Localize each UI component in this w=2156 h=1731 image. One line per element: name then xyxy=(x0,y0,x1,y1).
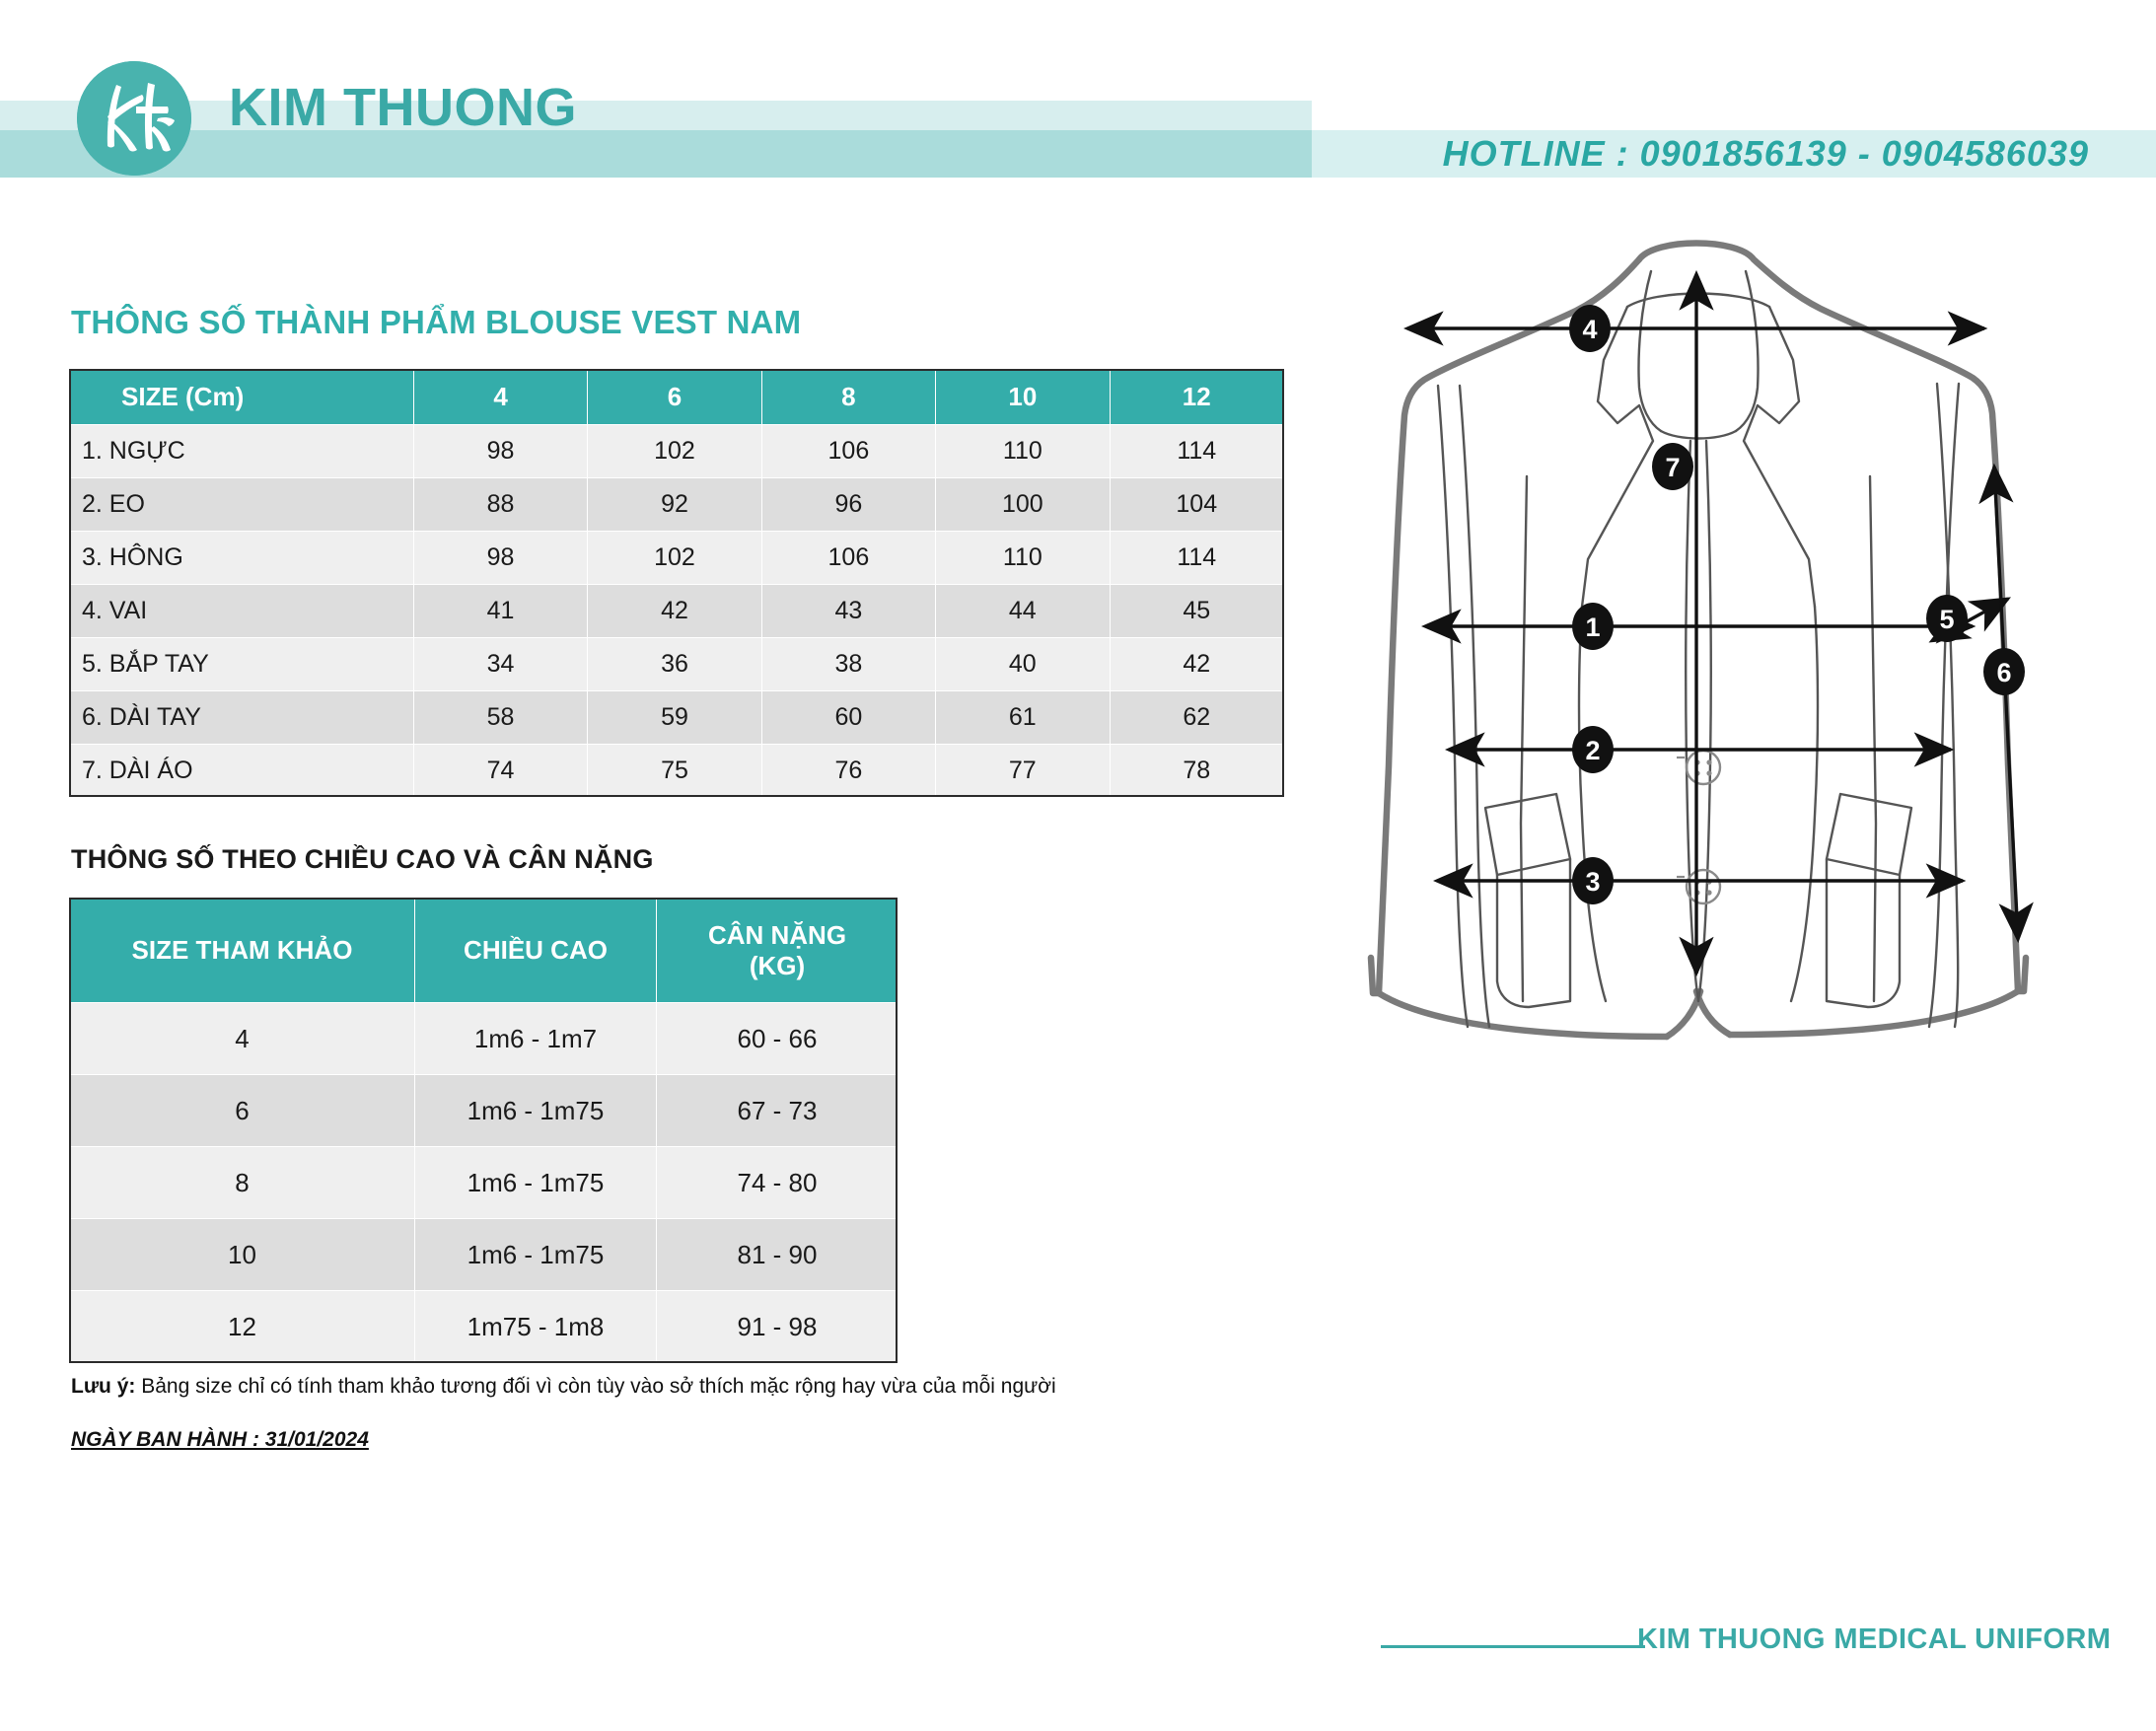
row-label: 1. NGỰC xyxy=(70,425,414,478)
cell-value: 96 xyxy=(761,478,935,532)
cell-value: 45 xyxy=(1110,585,1283,638)
arrow-6-sleeve-length xyxy=(1994,467,2018,938)
col-head-12: 12 xyxy=(1110,370,1283,425)
cell-height: 1m6 - 1m75 xyxy=(415,1075,657,1147)
row-label: 3. HÔNG xyxy=(70,532,414,585)
col-head-4: 4 xyxy=(413,370,587,425)
cell-value: 114 xyxy=(1110,425,1283,478)
button-icon xyxy=(1677,870,1720,903)
cell-weight: 81 - 90 xyxy=(657,1219,898,1291)
col-head-8: 8 xyxy=(761,370,935,425)
table-row xyxy=(70,478,1284,532)
callout-4-label: 4 xyxy=(1582,315,1598,344)
hotline-text: HOTLINE : 0901856139 - 0904586039 xyxy=(1442,133,2089,174)
issue-date: NGÀY BAN HÀNH : 31/01/2024 xyxy=(71,1428,369,1451)
cell-size: 12 xyxy=(70,1291,415,1363)
col-head-height: CHIỀU CAO xyxy=(415,899,657,1003)
cell-weight: 67 - 73 xyxy=(657,1075,898,1147)
cell-value: 38 xyxy=(761,638,935,691)
table-row xyxy=(70,1075,898,1147)
col-head-size: SIZE (Cm) xyxy=(70,370,414,425)
table-row xyxy=(70,1219,898,1291)
table-row xyxy=(70,1147,898,1219)
header-band-mid xyxy=(0,130,1312,178)
cell-height: 1m6 - 1m75 xyxy=(415,1219,657,1291)
cell-value: 58 xyxy=(413,691,587,745)
cell-size: 6 xyxy=(70,1075,415,1147)
table-row xyxy=(70,1003,898,1075)
cell-value: 114 xyxy=(1110,532,1283,585)
table-header-row xyxy=(70,370,1284,425)
cell-weight: 74 - 80 xyxy=(657,1147,898,1219)
callout-2-label: 2 xyxy=(1585,736,1601,765)
reference-table-title: THÔNG SỐ THEO CHIỀU CAO VÀ CÂN NẶNG xyxy=(71,844,654,874)
cell-size: 8 xyxy=(70,1147,415,1219)
cell-value: 77 xyxy=(936,745,1110,798)
cell-value: 104 xyxy=(1110,478,1283,532)
brand-name: KIM THUONG xyxy=(229,78,577,137)
table-row xyxy=(70,1291,898,1363)
cell-value: 78 xyxy=(1110,745,1283,798)
col-head-6: 6 xyxy=(588,370,761,425)
cell-value: 42 xyxy=(1110,638,1283,691)
cell-value: 110 xyxy=(936,532,1110,585)
footer-brand-text: KIM THUONG MEDICAL UNIFORM xyxy=(1637,1623,2112,1655)
table-row xyxy=(70,638,1284,691)
callout-1-label: 1 xyxy=(1585,613,1601,642)
cell-value: 60 xyxy=(761,691,935,745)
cell-value: 110 xyxy=(936,425,1110,478)
callout-5-label: 5 xyxy=(1939,605,1955,634)
col-head-weight-line1: CÂN NẶNG xyxy=(707,919,847,950)
footer-divider xyxy=(1381,1645,1645,1648)
row-label: 5. BẮP TAY xyxy=(70,638,414,691)
col-head-10: 10 xyxy=(936,370,1110,425)
cell-value: 34 xyxy=(413,638,587,691)
cell-height: 1m75 - 1m8 xyxy=(415,1291,657,1363)
note-text: Bảng size chỉ có tính tham khảo tương đối vì còn tùy vào sở thích mặc rộng hay vừa của mỗi người xyxy=(141,1375,1056,1398)
table-row xyxy=(70,691,1284,745)
cell-value: 44 xyxy=(936,585,1110,638)
note-label: Lưu ý: xyxy=(71,1375,136,1398)
jacket-outer-silhouette xyxy=(1371,244,2026,1038)
row-label: 4. VAI xyxy=(70,585,414,638)
button-icon xyxy=(1677,751,1720,784)
cell-value: 75 xyxy=(588,745,761,798)
cell-value: 40 xyxy=(936,638,1110,691)
cell-value: 76 xyxy=(761,745,935,798)
cell-value: 42 xyxy=(588,585,761,638)
cell-value: 102 xyxy=(588,532,761,585)
table-row xyxy=(70,532,1284,585)
kt-monogram-logo-icon xyxy=(77,61,191,176)
note-line xyxy=(71,1375,1056,1399)
cell-value: 88 xyxy=(413,478,587,532)
cell-height: 1m6 - 1m75 xyxy=(415,1147,657,1219)
cell-value: 61 xyxy=(936,691,1110,745)
row-label: 7. DÀI ÁO xyxy=(70,745,414,798)
cell-value: 59 xyxy=(588,691,761,745)
cell-weight: 91 - 98 xyxy=(657,1291,898,1363)
callout-7-label: 7 xyxy=(1665,453,1681,482)
col-head-size-reference: SIZE THAM KHẢO xyxy=(70,899,415,1003)
measurement-arrows xyxy=(1408,275,2018,974)
table-header-row xyxy=(70,899,898,1003)
cell-value: 100 xyxy=(936,478,1110,532)
col-head-weight xyxy=(657,899,898,1003)
cell-size: 10 xyxy=(70,1219,415,1291)
cell-size: 4 xyxy=(70,1003,415,1075)
cell-value: 106 xyxy=(761,425,935,478)
cell-value: 62 xyxy=(1110,691,1283,745)
row-label: 6. DÀI TAY xyxy=(70,691,414,745)
cell-value: 74 xyxy=(413,745,587,798)
table-row xyxy=(70,745,1284,798)
cell-weight: 60 - 66 xyxy=(657,1003,898,1075)
cell-value: 106 xyxy=(761,532,935,585)
cell-value: 43 xyxy=(761,585,935,638)
jacket-detail-lines xyxy=(1438,271,1959,1027)
table-row xyxy=(70,585,1284,638)
cell-value: 41 xyxy=(413,585,587,638)
header-band-light xyxy=(0,101,1312,130)
cell-value: 98 xyxy=(413,532,587,585)
main-table-title: THÔNG SỐ THÀNH PHẨM BLOUSE VEST NAM xyxy=(71,304,802,340)
cell-value: 92 xyxy=(588,478,761,532)
cell-height: 1m6 - 1m7 xyxy=(415,1003,657,1075)
product-spec-table xyxy=(69,369,1284,798)
col-head-weight-line2: (KG) xyxy=(749,950,806,980)
cell-value: 102 xyxy=(588,425,761,478)
cell-value: 98 xyxy=(413,425,587,478)
callout-6-label: 6 xyxy=(1996,658,2012,687)
height-weight-reference-table xyxy=(69,898,898,1363)
row-label: 2. EO xyxy=(70,478,414,532)
table-row xyxy=(70,425,1284,478)
callout-3-label: 3 xyxy=(1585,867,1601,897)
mens-blouse-vest-technical-drawing xyxy=(1292,212,2111,1376)
cell-value: 36 xyxy=(588,638,761,691)
